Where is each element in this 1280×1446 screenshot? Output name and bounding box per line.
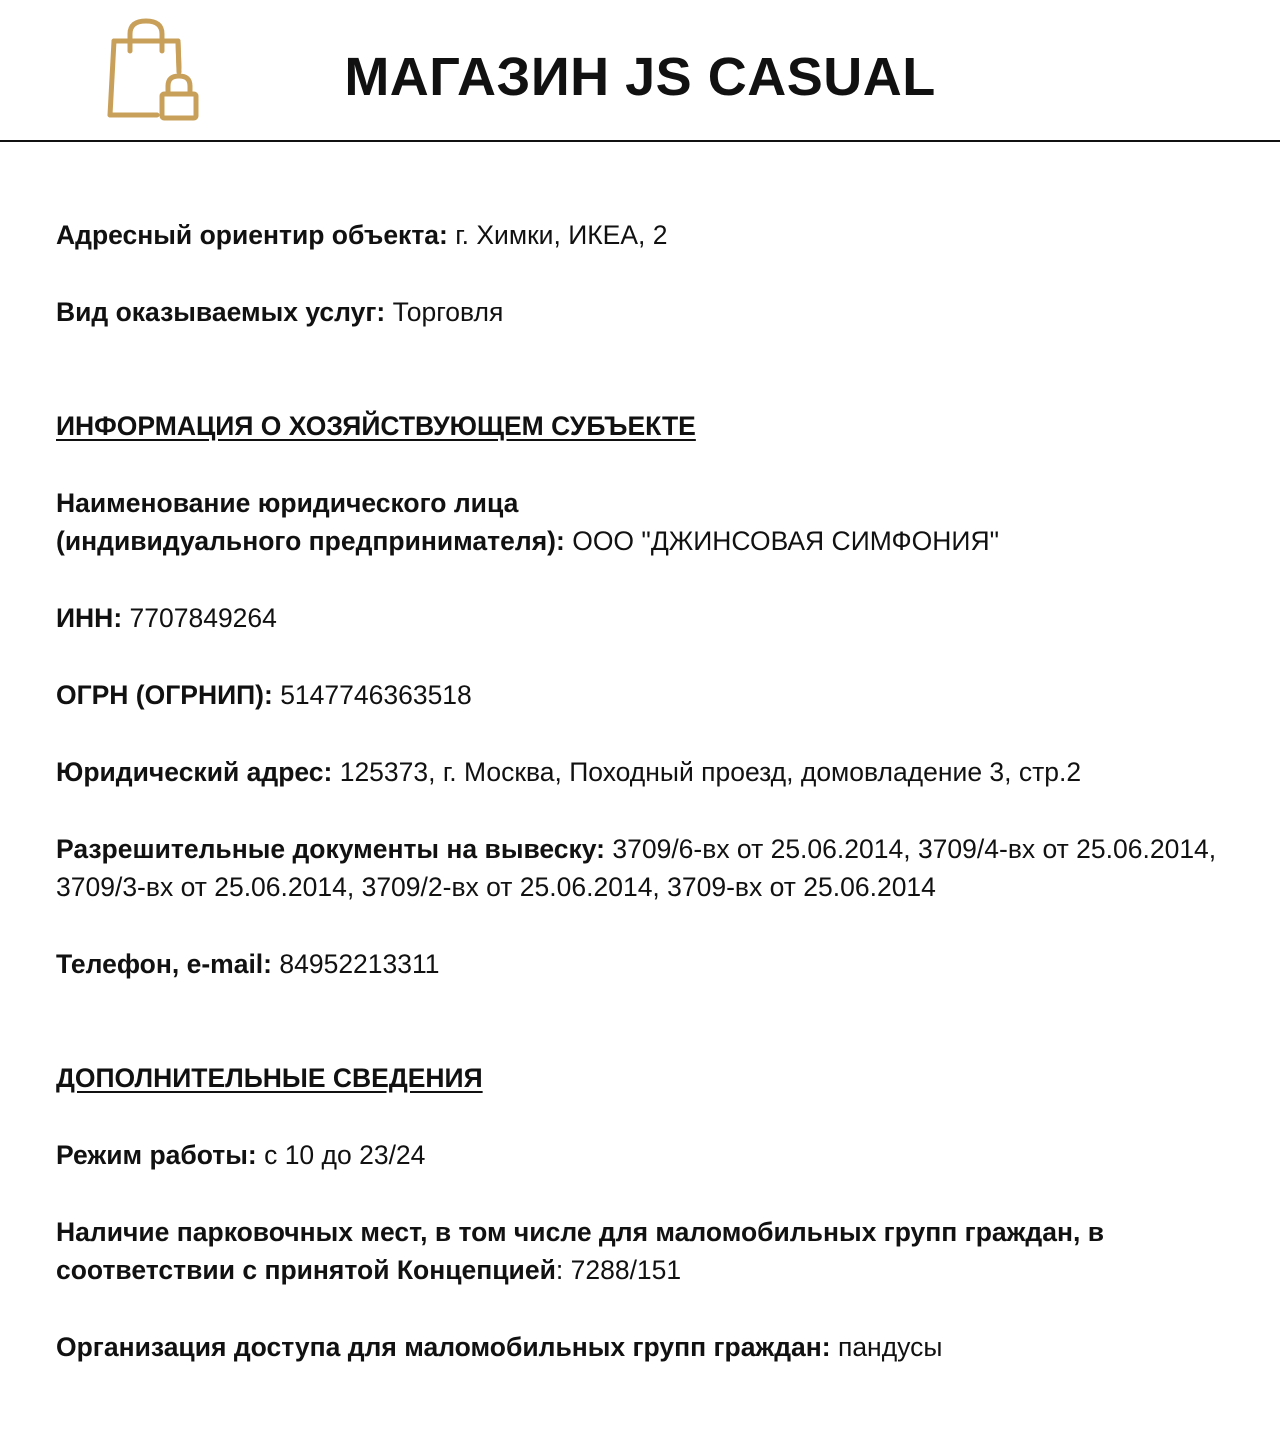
legal-address-row: [56, 753, 1236, 791]
document-body: [56, 216, 1236, 1366]
hours-row: [56, 1136, 1236, 1174]
address-value: г. Химки, ИКЕА, 2: [447, 220, 668, 250]
entity-section-title: ИНФОРМАЦИЯ О ХОЗЯЙСТВУЮЩЕМ СУБЪЕКТЕ: [56, 411, 696, 441]
phone-row: [56, 945, 1236, 983]
hours-value: с 10 до 23/24: [256, 1140, 426, 1170]
services-value: Торговля: [385, 297, 504, 327]
page-header: [0, 0, 1280, 142]
inn-label: ИНН:: [56, 603, 123, 633]
page-title: МАГАЗИН JS CASUAL: [344, 47, 936, 107]
ogrn-value: 5147746363518: [272, 680, 472, 710]
entity-name-label-line2: (индивидуального предпринимателя):: [56, 526, 565, 556]
legal-address-label: Юридический адрес:: [56, 757, 333, 787]
entity-name-value: ООО "ДЖИНСОВАЯ СИМФОНИЯ": [564, 526, 1000, 556]
inn-row: [56, 599, 1236, 637]
address-label: Адресный ориентир объекта:: [56, 220, 448, 250]
parking-label: Наличие парковочных мест, в том числе для маломобильных групп граждан, в соответствии с принятой Концепцией: [56, 1217, 1105, 1285]
phone-value: 84952213311: [272, 949, 440, 979]
access-value: пандусы: [830, 1332, 943, 1362]
services-row: [56, 293, 1236, 331]
hours-label: Режим работы:: [56, 1140, 257, 1170]
phone-label: Телефон, e-mail:: [56, 949, 272, 979]
access-label: Организация доступа для маломобильных групп граждан:: [56, 1332, 831, 1362]
ogrn-label: ОГРН (ОГРНИП):: [56, 680, 273, 710]
legal-address-value: 125373, г. Москва, Походный проезд, домовладение 3, стр.2: [332, 757, 1082, 787]
permits-label: Разрешительные документы на вывеску:: [56, 834, 605, 864]
services-label: Вид оказываемых услуг:: [56, 297, 386, 327]
inn-value: 7707849264: [122, 603, 277, 633]
ogrn-row: [56, 676, 1236, 714]
parking-row: [56, 1213, 1236, 1289]
parking-value: : 7288/151: [555, 1255, 682, 1285]
extra-section-title: ДОПОЛНИТЕЛЬНЫЕ СВЕДЕНИЯ: [56, 1063, 483, 1093]
entity-name-label-line1: Наименование юридического лица: [56, 488, 519, 518]
permits-row: [56, 830, 1236, 906]
access-row: [56, 1328, 1236, 1366]
entity-name-row: [56, 484, 1236, 560]
permits-value: 3709/6-вх от 25.06.2014, 3709/4-вх от 25.06.2014, 3709/3-вх от 25.06.2014, 3709/2-вх от 25.06.2014, 3709-вх от 25.06.2014: [56, 834, 1217, 902]
address-row: [56, 216, 1236, 254]
